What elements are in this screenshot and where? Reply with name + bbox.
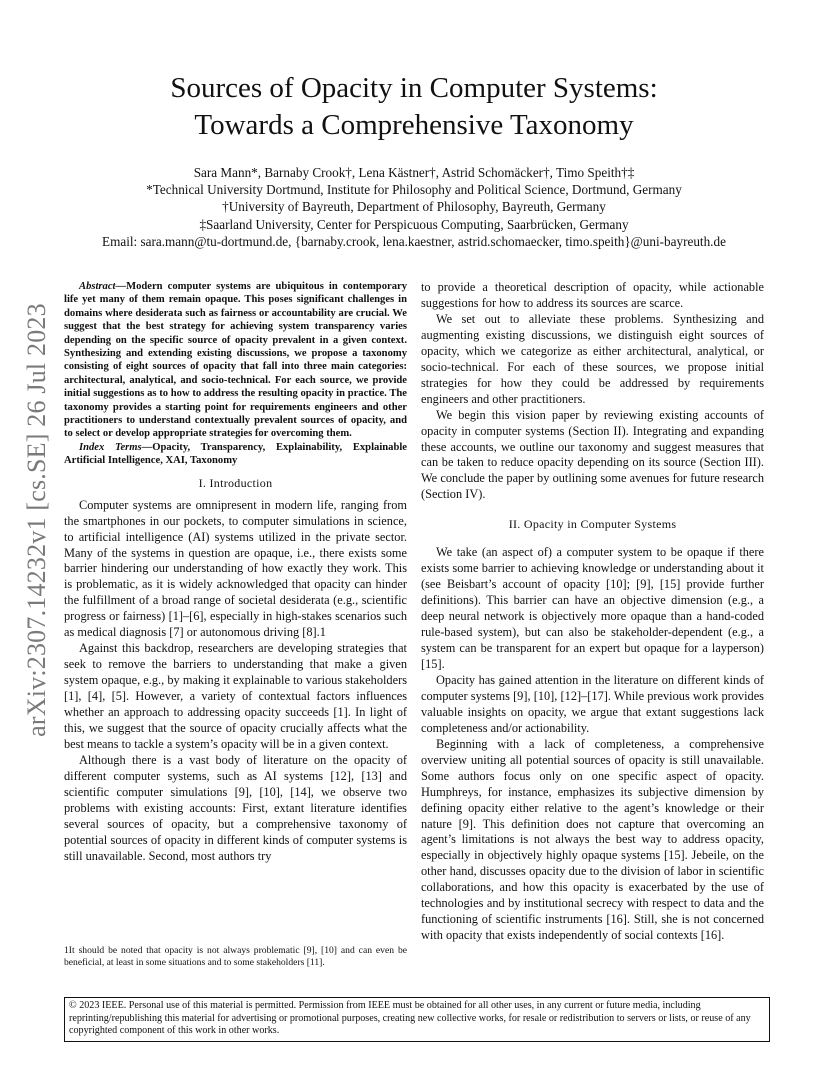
index-terms	[64, 441, 407, 468]
arxiv-identifier: arXiv:2307.14232v1 [cs.SE] 26 Jul 2023	[22, 303, 51, 737]
intro-paragraph-1: Computer systems are omnipresent in modern life, ranging from the smartphones in our pockets, to computer simulations in science, to artificial intelligence (AI) systems utilized in the private sector. Many of the systems in question are opaque, i.e., there exists some barrier hindering our understanding of how exactly they work. This is problematic, as it is widely acknowledged that opacity can hinder the fulfillment of a broad range of societal desiderata (e.g., scientific progress or fairness) [1]–[6], especially in high-stakes scenarios such as medical diagnosis [7] or autonomous driving [8].1	[64, 497, 407, 640]
abstract-label: Abstract	[79, 281, 116, 292]
index-terms-label: Index Terms	[79, 441, 142, 453]
affiliation-3: ‡Saarland University, Center for Perspicuous Computing, Saarbrücken, Germany	[199, 216, 629, 232]
abstract-text: —Modern computer systems are ubiquitous in contemporary life yet many of them remain opaque. This poses significant challenges in domains where desiderata such as fairness or accountability are crucial. We suggest that the best strategy for achieving system transparency varies depending on the specific source of opacity prevalent in a given context. Synthesizing and extending existing discussions, we propose a taxonomy consisting of eight sources of opacity that fall into three main categories: architectural, analytical, and socio-technical. For each source, we provide initial suggestions as to how to address the resulting opacity in practice. The taxonomy provides a starting point for requirements engineers and other practitioners to understand contextually prevalent sources of opacity, and to select or develop appropriate strategies for overcoming them.	[64, 281, 407, 440]
abstract	[64, 280, 407, 441]
intro-paragraph-3: Although there is a vast body of literature on the opacity of different computer systems, such as AI systems [12], [13] and scientific computer simulations [9], [10], [14], we observe two problems with existing accounts: First, extant literature identifies several sources of opacity, but a comprehensive taxonomy of potential sources of opacity in different kinds of computer systems is still unavailable. Second, most authors try	[64, 752, 407, 863]
intro-paragraph-5: We begin this vision paper by reviewing existing accounts of opacity in computer systems (Section II). Integrating and expanding these accounts, we outline our taxonomy and suggest measures that can be taken to reduce opacity depending on its source (Section III). We conclude the paper by outlining some avenues for future research (Section IV).	[421, 407, 764, 502]
section-heading-introduction: I. Introduction	[198, 475, 273, 490]
index-terms-text: —Opacity, Transparency, Explainability, Explainable Artificial Intelligence, XAI, Taxonomy	[64, 441, 407, 467]
paper-title	[64, 70, 764, 144]
opacity-paragraph-3: Beginning with a lack of completeness, a comprehensive overview uniting all potential sources of opacity is still unavailable. Some authors focus only on one specific aspect of opacity. Humphreys, for instance, emphasizes its subjective dimension by defining opacity either relative to the agent’s knowledge or their nature [9]. This definition does not capture that overcoming an agent’s limitations is not always the best way to address opacity, especially in objectively highly opaque systems [15]. Jebeile, on the other hand, discusses opacity due to the division of labor in scientific collaborations, and how this opacity is exacerbated by the use of technologies and by institutional secrecy with respect to data and the functioning of scientific instruments [16]. Still, she is not concerned with opacity that exists independently of social contexts [16].	[421, 736, 764, 943]
copyright-notice: © 2023 IEEE. Personal use of this material is permitted. Permission from IEEE must be obtained for all other uses, in any current or future media, including reprinting/republishing this material for advertising or promotional purposes, creating new collective works, for resale or redistribution to servers or lists, or reuse of any copyrighted component of this work in other works.	[64, 997, 770, 1042]
arxiv-sidebar	[22, 300, 52, 740]
author-block	[64, 164, 764, 250]
title-line-1: Sources of Opacity in Computer Systems:	[170, 72, 658, 104]
left-column	[64, 280, 407, 865]
intro-paragraph-continued: to provide a theoretical description of opacity, while actionable suggestions for how to address its sources are scarce.	[421, 280, 764, 310]
affiliation-2: †University of Bayreuth, Department of Philosophy, Bayreuth, Germany	[222, 199, 606, 215]
affiliation-1: *Technical University Dortmund, Institute for Philosophy and Political Science, Dortmund, Germany	[146, 182, 682, 198]
title-line-2: Towards a Comprehensive Taxonomy	[194, 109, 634, 141]
author-emails: Email: sara.mann@tu-dortmund.de, {barnaby.crook, lena.kaestner, astrid.schomaecker, timo.speith}@uni-bayreuth.de	[102, 233, 726, 249]
intro-paragraph-4: We set out to alleviate these problems. Synthesizing and augmenting existing discussions, we distinguish eight sources of opacity, which we categorize as either architectural, analytical, or socio-technical. For each of these sources, we propose initial strategies for how they could be addressed by requirements engineers and other practitioners.	[421, 311, 764, 406]
author-names: Sara Mann*, Barnaby Crook†, Lena Kästner†, Astrid Schomäcker†, Timo Speith†‡	[193, 165, 635, 180]
footnote: 1It should be noted that opacity is not always problematic [9], [10] and can even be beneficial, at least in some situations and to some stakeholders [11].	[64, 945, 407, 969]
right-column	[421, 280, 764, 944]
section-heading-opacity: II. Opacity in Computer Systems	[508, 517, 677, 532]
intro-paragraph-2: Against this backdrop, researchers are developing strategies that seek to remove the barriers to understanding that make a given system opaque, e.g., by making it explainable to various stakeholders [1], [4], [5]. However, a variety of contextual factors influences whether an approach to addressing opacity succeeds [1]. In light of this, we suggest that the source of opacity crucially affects what the best means to tackle a system’s opacity will be in a given context.	[64, 641, 407, 751]
opacity-paragraph-2: Opacity has gained attention in the literature on different kinds of computer systems [9], [10], [12]–[17]. While previous work provides valuable insights on opacity, we argue that extant suggestions lack completeness and/or actionability.	[421, 672, 764, 735]
opacity-paragraph-1: We take (an aspect of) a computer system to be opaque if there exists some barrier to achieving knowledge or understanding about it (see Beisbart’s account of opacity [10]; [9], [15] provide further definitions). This barrier can have an objective dimension (e.g., a deep neural network is objectively more opaque than a hand-coded rule-based system), but can also be stakeholder-dependent (e.g., a system can be transparent for an expert but opaque for a layperson) [15].	[421, 545, 764, 671]
